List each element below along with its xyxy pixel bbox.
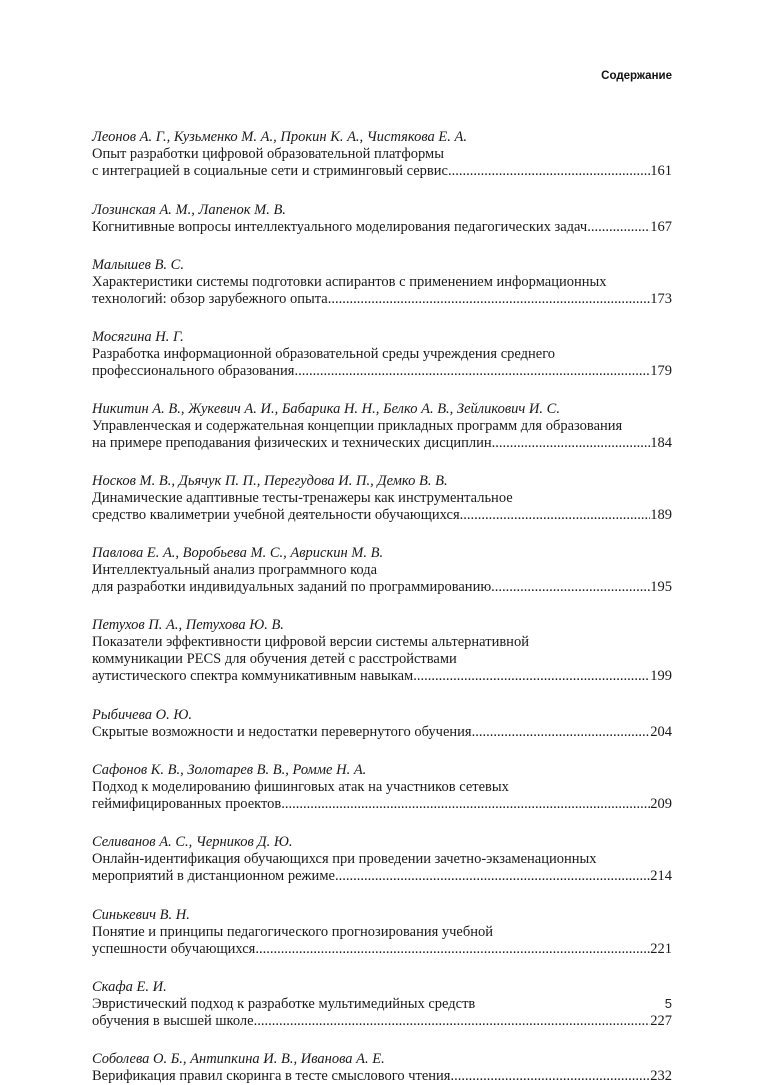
toc-entry-authors: Скафа Е. И. <box>92 979 167 995</box>
toc-entry-title-line: технологий: обзор зарубежного опыта <box>92 291 328 307</box>
toc-entry-last-line <box>92 724 672 741</box>
dot-leader <box>335 868 650 885</box>
toc-entry-page-number: 199 <box>650 668 672 684</box>
page-number: 5 <box>664 996 672 1011</box>
toc-entry-title-line: профессионального образования <box>92 363 295 379</box>
toc-entry-title-line: Верификация правил скоринга в тесте смыслового чтения <box>92 1068 451 1084</box>
toc-entry-authors: Никитин А. В., Жукевич А. И., Бабарика Н. Н., Белко А. В., Зейликович И. С. <box>92 401 560 417</box>
toc-entry-title-line: Опыт разработки цифровой образовательной платформы <box>92 146 444 162</box>
dot-leader <box>587 219 650 236</box>
toc-entry-page-number: 184 <box>650 435 672 451</box>
toc-entry-title-line: Эвристический подход к разработке мультимедийных средств <box>92 996 476 1012</box>
toc-entry-authors: Носков М. В., Дьячук П. П., Перегудова И. П., Демко В. В. <box>92 473 448 489</box>
toc-entry <box>92 979 672 1030</box>
toc-entry-title-line: Характеристики системы подготовки аспирантов с применением информационных <box>92 274 607 290</box>
toc-entry-authors: Синькевич В. Н. <box>92 907 190 923</box>
toc-entry-last-line <box>92 219 672 236</box>
toc-entry-last-line <box>92 1013 672 1030</box>
toc-entry-last-line <box>92 941 672 958</box>
toc-entry-page-number: 214 <box>650 868 672 884</box>
dot-leader <box>448 163 650 180</box>
dot-leader <box>491 579 650 596</box>
toc-entry-last-line <box>92 291 672 308</box>
toc-entry-title-line: Подход к моделированию фишинговых атак на участников сетевых <box>92 779 509 795</box>
toc-entry-title-line: Разработка информационной образовательной среды учреждения среднего <box>92 346 556 362</box>
toc-entry-page-number: 173 <box>650 291 672 307</box>
toc-entry-page-number: 179 <box>650 363 672 379</box>
toc-entry-last-line <box>92 868 672 885</box>
toc-entry-page-number: 209 <box>650 796 672 812</box>
toc-entry-page-number: 167 <box>650 219 672 235</box>
toc-entry <box>92 329 672 380</box>
toc-entry-page-number: 189 <box>650 507 672 523</box>
toc-entry-last-line <box>92 507 672 524</box>
toc-entry-title-line: для разработки индивидуальных заданий по программированию <box>92 579 492 595</box>
dot-leader <box>254 1013 651 1030</box>
toc-entry <box>92 257 672 308</box>
toc-entry-last-line <box>92 796 672 813</box>
section-title: Содержание <box>601 70 672 82</box>
toc-entry-title-line: аутистического спектра коммуникативным навыкам <box>92 668 414 684</box>
toc-entry-authors: Павлова Е. А., Воробьева М. С., Аврискин М. В. <box>92 545 384 561</box>
toc-entry-title-line: коммуникации PECS для обучения детей с расстройствами <box>92 651 457 667</box>
toc-entry-authors: Сафонов К. В., Золотарев В. В., Ромме Н. А. <box>92 762 367 778</box>
dot-leader <box>328 291 651 308</box>
toc-entry-title-line: Онлайн-идентификация обучающихся при проведении зачетно-экзаменационных <box>92 851 597 867</box>
toc-entry-page-number: 232 <box>650 1068 672 1084</box>
toc-entry-page-number: 161 <box>650 163 672 179</box>
dot-leader <box>460 507 651 524</box>
toc-entry-last-line <box>92 163 672 180</box>
toc-entry-last-line <box>92 668 672 685</box>
toc-entry-page-number: 204 <box>650 724 672 740</box>
dot-leader <box>281 796 650 813</box>
toc-entry-title-line: на примере преподавания физических и технических дисциплин <box>92 435 492 451</box>
toc-entry <box>92 401 672 452</box>
table-of-contents <box>92 108 672 1085</box>
toc-entry-authors: Петухов П. А., Петухова Ю. В. <box>92 617 284 633</box>
toc-entry-last-line <box>92 1068 672 1085</box>
toc-entry-authors: Леонов А. Г., Кузьменко М. А., Прокин К. А., Чистякова Е. А. <box>92 129 468 145</box>
toc-entry-title-line: геймифицированных проектов <box>92 796 282 812</box>
toc-entry <box>92 473 672 524</box>
toc-entry-authors: Мосягина Н. Г. <box>92 329 184 345</box>
toc-entry-title-line: Скрытые возможности и недостатки перевернутого обучения <box>92 724 472 740</box>
toc-entry-title-line: Интеллектуальный анализ программного кода <box>92 562 378 578</box>
toc-entry-title-line: Динамические адаптивные тесты-тренажеры как инструментальное <box>92 490 513 506</box>
dot-leader <box>413 668 650 685</box>
toc-entry-authors: Лозинская А. М., Лапенок М. В. <box>92 202 286 218</box>
toc-entry-authors: Соболева О. Б., Антипкина И. В., Иванова А. Е. <box>92 1051 385 1067</box>
toc-entry-last-line <box>92 435 672 452</box>
dot-leader <box>450 1068 650 1085</box>
toc-entry <box>92 762 672 813</box>
toc-entry <box>92 617 672 685</box>
toc-entry-title-line: с интеграцией в социальные сети и стриминговый сервис <box>92 163 448 179</box>
toc-entry-page-number: 227 <box>650 1013 672 1029</box>
toc-entry <box>92 129 672 180</box>
toc-entry-authors: Рыбичева О. Ю. <box>92 707 192 723</box>
toc-entry-authors: Малышев В. С. <box>92 257 184 273</box>
toc-entry-title-line: обучения в высшей школе <box>92 1013 254 1029</box>
toc-entry-last-line <box>92 363 672 380</box>
toc-entry-title-line: Управленческая и содержательная концепции прикладных программ для образования <box>92 418 623 434</box>
dot-leader <box>294 363 650 380</box>
dot-leader <box>492 435 651 452</box>
toc-entry <box>92 834 672 885</box>
toc-entry-page-number: 195 <box>650 579 672 595</box>
dot-leader <box>255 941 650 958</box>
dot-leader <box>472 724 651 741</box>
toc-entry-title-line: мероприятий в дистанционном режиме <box>92 868 335 884</box>
toc-entry-title-line: Понятие и принципы педагогического прогнозирования учебной <box>92 924 494 940</box>
toc-entry-last-line <box>92 579 672 596</box>
toc-entry-title-line: Показатели эффективности цифровой версии системы альтернативной <box>92 634 529 650</box>
toc-entry <box>92 202 672 236</box>
toc-entry-authors: Селиванов А. С., Черников Д. Ю. <box>92 834 293 850</box>
toc-entry <box>92 907 672 958</box>
toc-entry <box>92 545 672 596</box>
toc-entry-page-number: 221 <box>650 941 672 957</box>
toc-entry-title-line: успешности обучающихся <box>92 941 256 957</box>
toc-entry-title-line: средство квалиметрии учебной деятельности обучающихся <box>92 507 460 523</box>
toc-entry-title-line: Когнитивные вопросы интеллектуального моделирования педагогических задач <box>92 219 588 235</box>
toc-entry <box>92 707 672 741</box>
